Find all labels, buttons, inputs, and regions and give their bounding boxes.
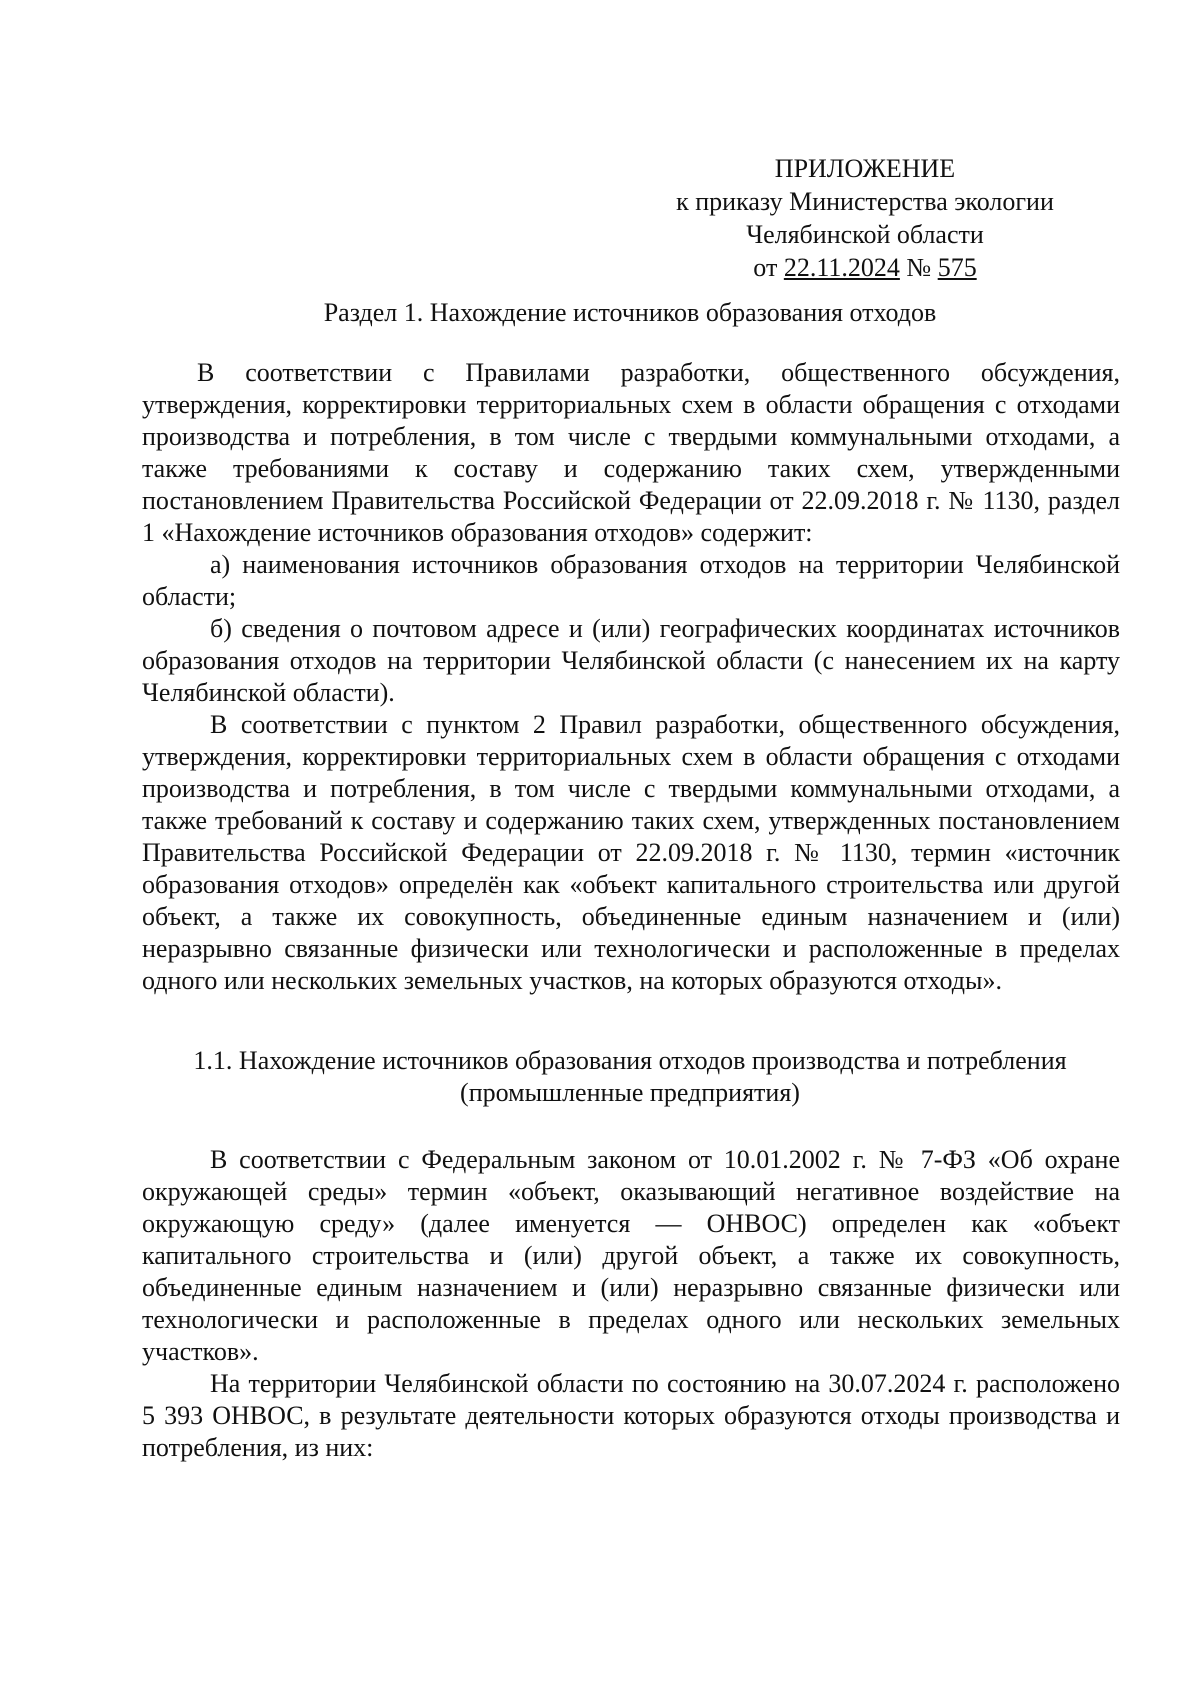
order-date: 22.11.2024: [783, 253, 900, 282]
paragraph: В соответствии с Правилами разработки, общественного обсуждения, утверждения, корректировки территориальных схем в области обращения с отходами производства и потребления, в том числе с твердыми коммунальными отходами, а также требованиями к составу и содержанию таких схем, утвержденными постановлением Правительства Российской Федерации от 22.09.2018 г. № 1130, раздел 1 «Нахождение источников образования отходов» содержит:: [142, 358, 1120, 547]
subsection-1-1-title-line1: 1.1. Нахождение источников образования отходов производства и потребления: [193, 1046, 1067, 1075]
order-date-line: [640, 251, 1090, 284]
date-prefix: от: [753, 253, 778, 282]
order-number: 575: [937, 253, 977, 282]
paragraph: В соответствии с пунктом 2 Правил разработки, общественного обсуждения, утверждения, корректировки территориальных схем в области обращения с отходами производства и потребления, в том числе с твердыми коммунальными отходами, а также требований к составу и содержанию таких схем, утвержденных постановлением Правительства Российской Федерации от 22.09.2018 г. № 1130, термин «источник образования отходов» определён как «объект капитального строительства или другой объект, а также их совокупность, объединенные единым назначением и (или) неразрывно связанные физически или технологически и расположенные в пределах одного или нескольких земельных участков, на которых образуются отходы».: [142, 710, 1120, 995]
section-1-body: [142, 357, 1120, 997]
number-sign: №: [906, 253, 932, 282]
list-item-a: а) наименования источников образования отходов на территории Челябинской области;: [142, 550, 1120, 611]
section-1-title: Раздел 1. Нахождение источников образования отходов: [323, 298, 937, 327]
paragraph: В соответствии с Федеральным законом от 10.01.2002 г. № 7-ФЗ «Об охране окружающей среды» термин «объект, оказывающий негативное воздействие на окружающую среду» (далее именуется — ОНВОС) определен как «объект капитального строительства и (или) другой объект, а также их совокупность, объединенные единым назначением и (или) неразрывно связанные физически или технологически и расположенные в пределах одного или нескольких земельных участков».: [142, 1145, 1120, 1366]
region-name: Челябинской области: [746, 220, 984, 249]
approval-block: [640, 152, 1090, 284]
paragraph: На территории Челябинской области по состоянию на 30.07.2024 г. расположено 5 393 ОНВОС, в результате деятельности которых образуются отходы производства и потребления, из них:: [142, 1369, 1120, 1462]
appendix-heading: ПРИЛОЖЕНИЕ: [774, 154, 956, 183]
list-item-b: б) сведения о почтовом адресе и (или) географических координатах источников образования отходов на территории Челябинской области (с нанесением их на карту Челябинской области).: [142, 614, 1120, 707]
subsection-1-1-body: [142, 1144, 1120, 1464]
order-reference: к приказу Министерства экологии: [676, 187, 1054, 216]
subsection-1-1-title-line2: (промышленные предприятия): [460, 1078, 800, 1107]
